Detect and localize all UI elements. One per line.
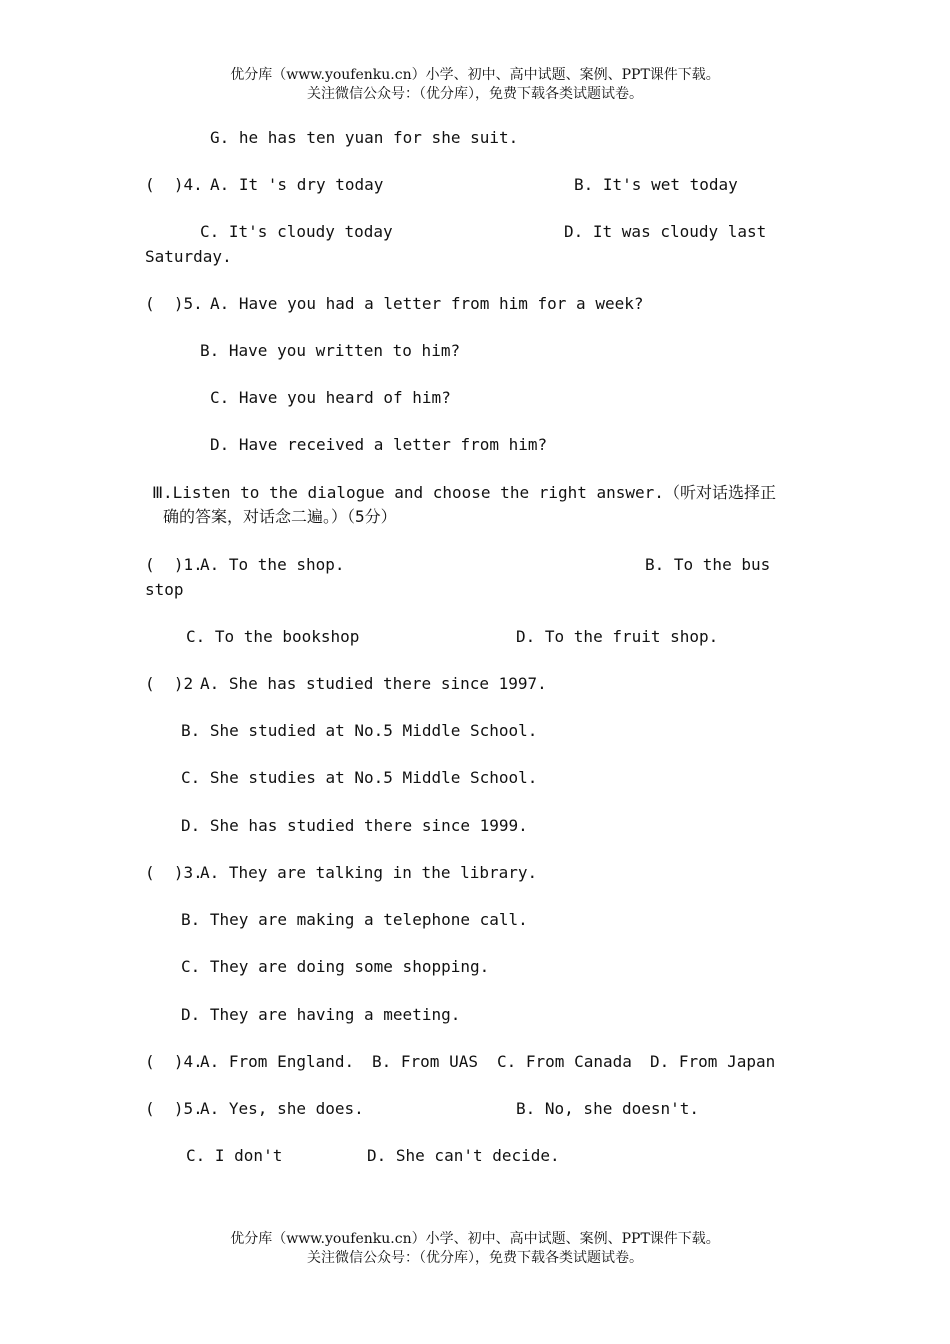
q4-option-d: D. It was cloudy last — [564, 222, 767, 241]
p3-q4-option-a: A. From England. — [200, 1052, 355, 1071]
section-3-heading-line2: 确的答案，对话念二遍。）（5分） — [163, 507, 397, 526]
q4-prefix: ( )4. — [145, 175, 203, 194]
p3-q1-prefix: ( )1. — [145, 555, 203, 574]
p3-q4-option-b: B. From UAS — [372, 1052, 478, 1071]
p3-q5-option-b: B. No, she doesn't. — [516, 1099, 700, 1118]
p3-q3-option-a: A. They are talking in the library. — [200, 863, 538, 882]
page-header-line2: 关注微信公众号：（优分库），免费下载各类试题试卷。 — [307, 86, 643, 102]
q4-option-d-cont: Saturday. — [145, 247, 232, 266]
p3-q1-option-b-cont: stop — [145, 580, 184, 599]
q4-option-c: C. It's cloudy today — [200, 222, 393, 241]
q5-option-a: A. Have you had a letter from him for a week? — [210, 294, 644, 313]
q5-prefix: ( )5. — [145, 294, 203, 313]
p3-q1-option-b: B. To the bus — [645, 555, 771, 574]
p3-q4-prefix: ( )4. — [145, 1052, 203, 1071]
q5-option-c: C. Have you heard of him? — [210, 388, 451, 407]
p3-q3-option-c: C. They are doing some shopping. — [181, 957, 490, 976]
p3-q1-option-a: A. To the shop. — [200, 555, 345, 574]
p3-q2-option-d: D. She has studied there since 1999. — [181, 816, 528, 835]
p3-q4-option-c: C. From Canada — [497, 1052, 632, 1071]
q4-option-a: A. It 's dry today — [210, 175, 384, 194]
p3-q4-option-d: D. From Japan — [650, 1052, 776, 1071]
p3-q5-option-a: A. Yes, she does. — [200, 1099, 364, 1118]
p3-q1-option-d: D. To the fruit shop. — [516, 627, 719, 646]
p3-q3-option-d: D. They are having a meeting. — [181, 1005, 461, 1024]
q5-option-b: B. Have you written to him? — [200, 341, 461, 360]
page-footer-line2: 关注微信公众号：（优分库），免费下载各类试题试卷。 — [307, 1250, 643, 1266]
q4-option-b: B. It's wet today — [574, 175, 738, 194]
p3-q5-prefix: ( )5. — [145, 1099, 203, 1118]
p3-q2-option-b: B. She studied at No.5 Middle School. — [181, 721, 538, 740]
page-footer-line1: 优分库（www.youfenku.cn）小学、初中、高中试题、案例、PPT课件下载。 — [230, 1231, 720, 1247]
p3-q3-prefix: ( )3. — [145, 863, 203, 882]
p3-q5-option-d: D. She can't decide. — [367, 1146, 560, 1165]
page-header-line1: 优分库（www.youfenku.cn）小学、初中、高中试题、案例、PPT课件下载。 — [230, 67, 720, 83]
p3-q3-option-b: B. They are making a telephone call. — [181, 910, 528, 929]
p3-q2-option-c: C. She studies at No.5 Middle School. — [181, 768, 538, 787]
p3-q5-option-c: C. I don't — [186, 1146, 283, 1165]
q5-option-d: D. Have received a letter from him? — [210, 435, 548, 454]
p3-q2-prefix: ( )2 — [145, 674, 194, 693]
option-g: G. he has ten yuan for she suit. — [210, 128, 519, 147]
section-3-heading-line1: Ⅲ.Listen to the dialogue and choose the right answer.（听对话选择正 — [152, 483, 776, 502]
p3-q1-option-c: C. To the bookshop — [186, 627, 360, 646]
p3-q2-option-a: A. She has studied there since 1997. — [200, 674, 547, 693]
